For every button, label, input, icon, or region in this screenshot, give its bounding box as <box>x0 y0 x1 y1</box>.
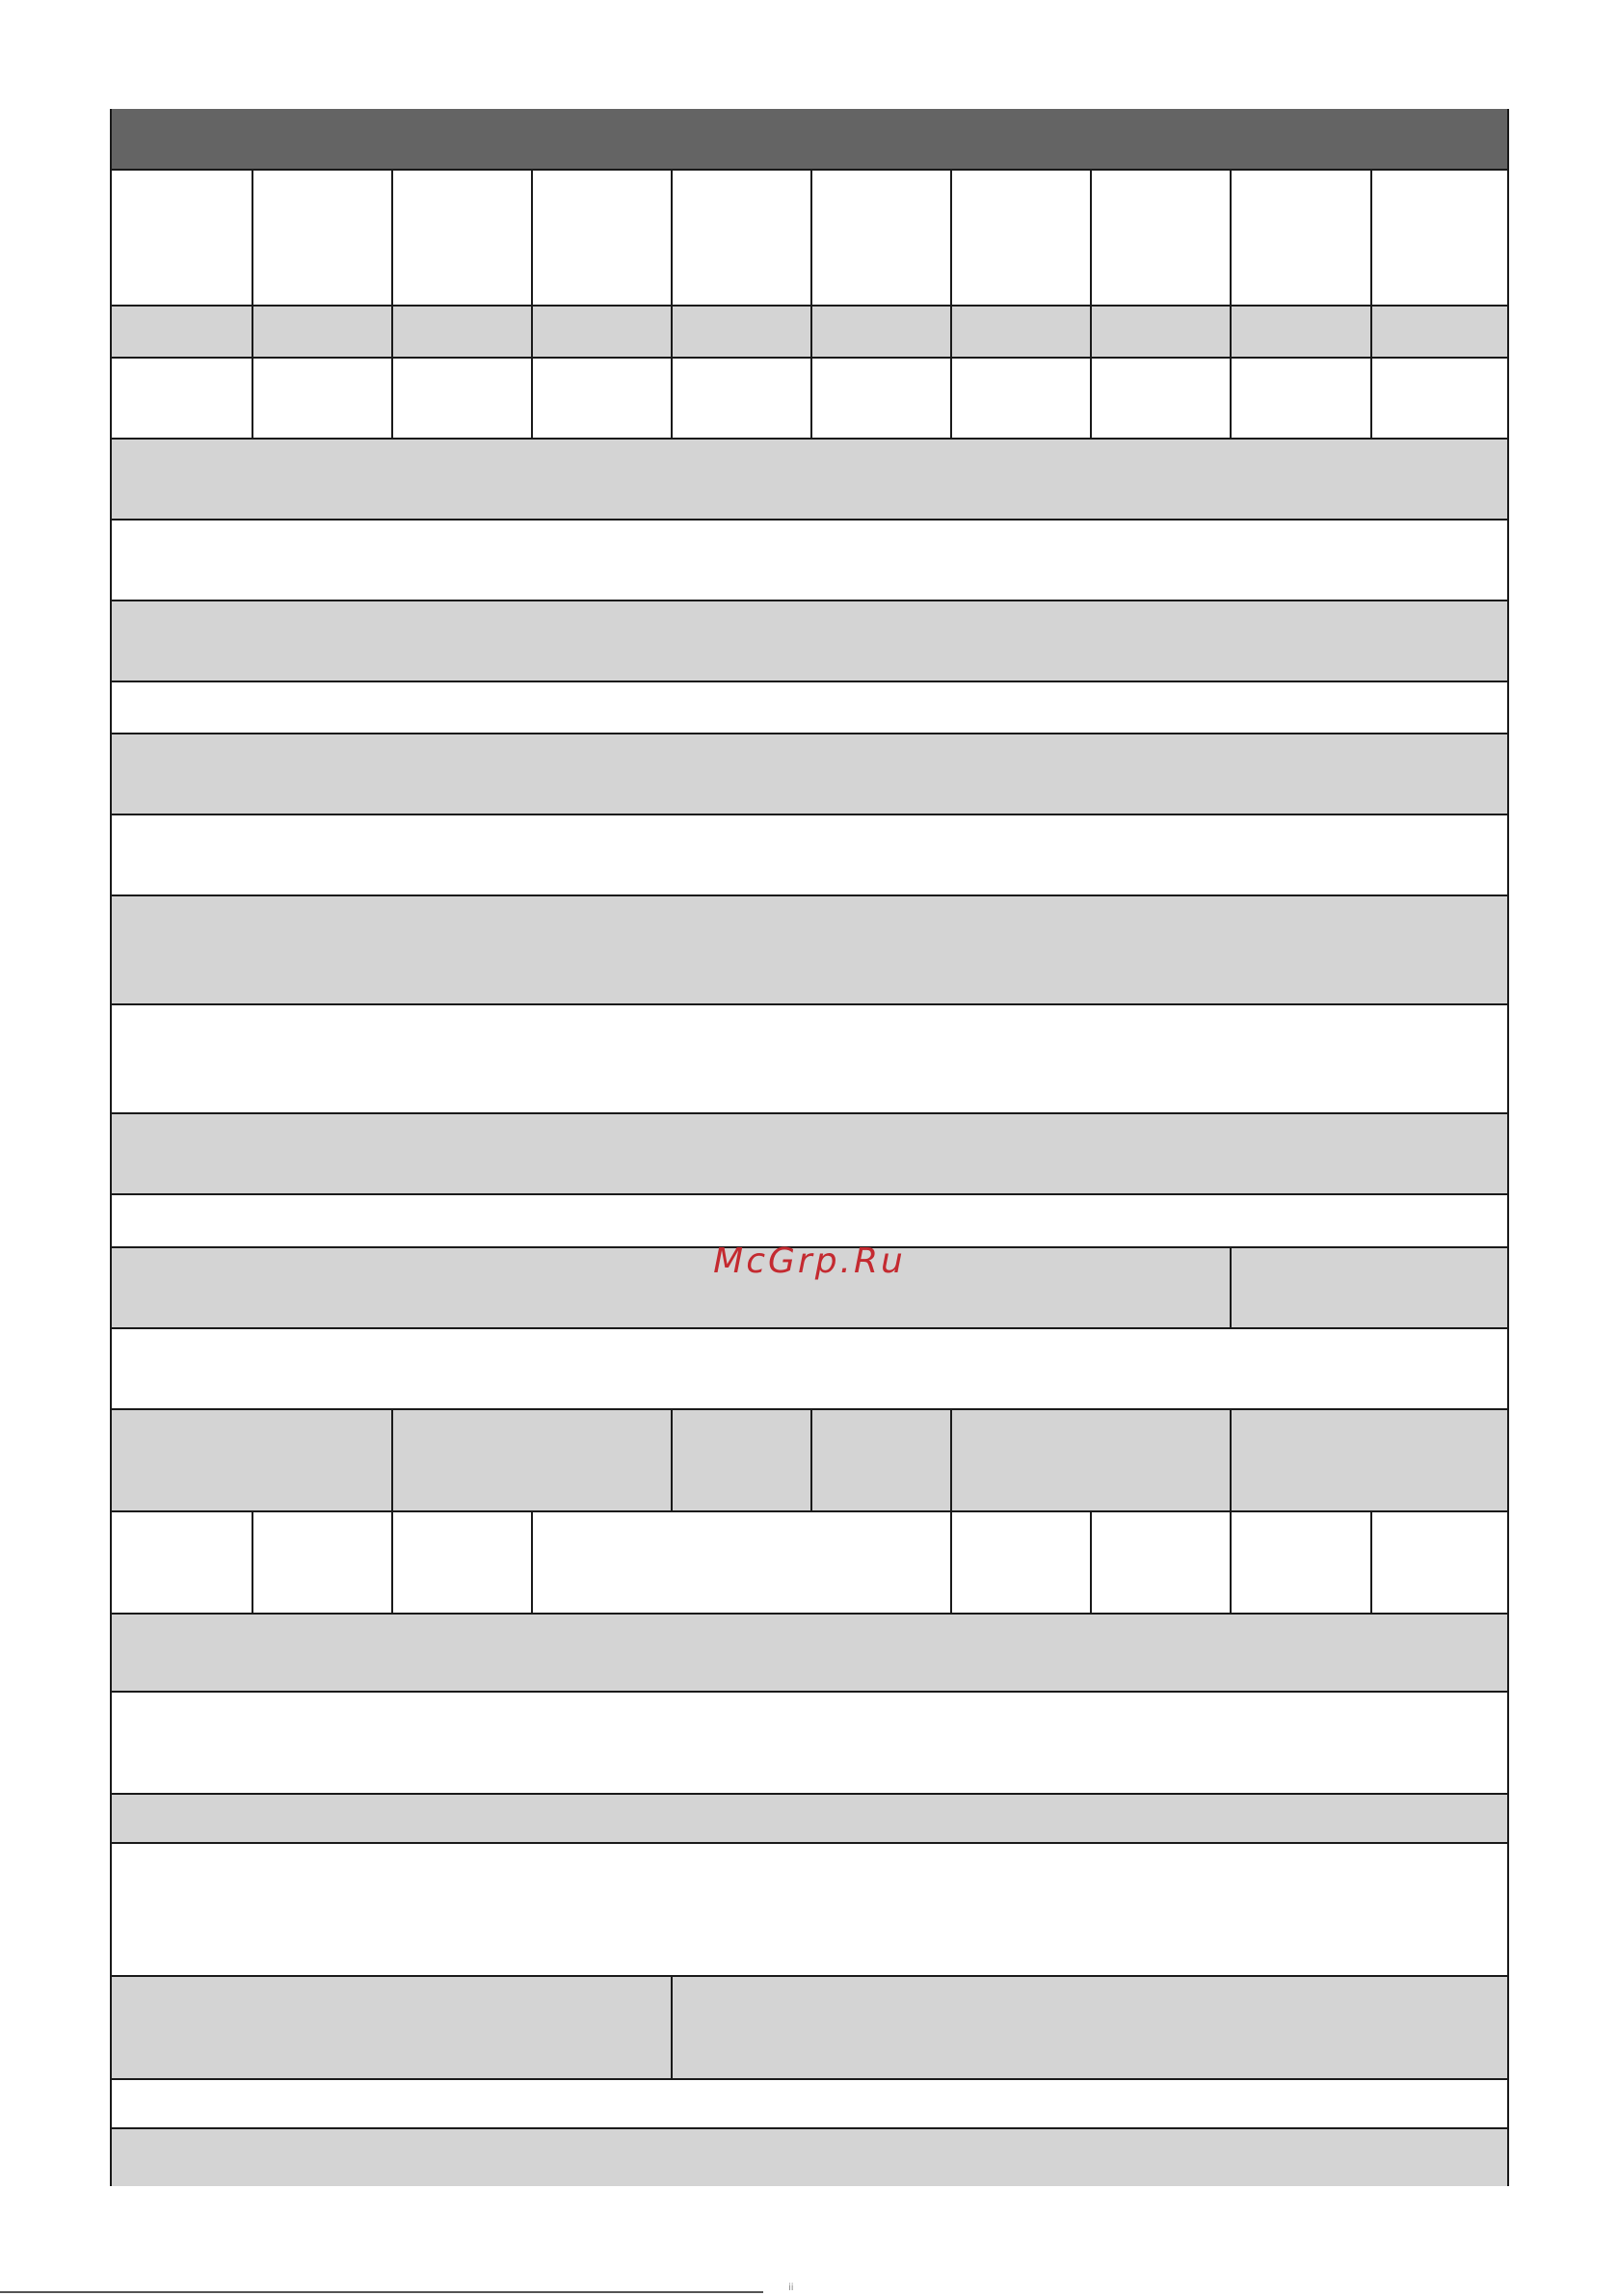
section-body-row <box>112 2078 1507 2127</box>
table-cell <box>1090 171 1230 305</box>
section-body-row <box>112 1327 1507 1408</box>
table-row <box>112 305 1507 357</box>
table-cell <box>531 359 671 438</box>
table-cell <box>1230 359 1370 438</box>
table-row <box>112 169 1507 305</box>
table-row <box>112 1975 1507 2078</box>
table-cell <box>531 1512 950 1613</box>
section-heading-row <box>112 1112 1507 1193</box>
table-cell <box>810 1410 950 1510</box>
table-cell <box>810 307 950 357</box>
section-heading-row <box>112 600 1507 681</box>
table-cell <box>391 359 531 438</box>
table-cell <box>950 1512 1090 1613</box>
section-body-row <box>112 519 1507 600</box>
table-cell <box>391 1512 531 1613</box>
table-cell <box>671 1410 810 1510</box>
footer-mark: ii <box>788 2283 794 2293</box>
section-heading-row <box>112 438 1507 519</box>
table-cell <box>252 359 391 438</box>
table-cell <box>531 307 671 357</box>
table-cell <box>1230 307 1370 357</box>
table-cell <box>671 171 810 305</box>
table-cell <box>671 307 810 357</box>
table-cell <box>391 171 531 305</box>
section-heading-row <box>112 1613 1507 1691</box>
table-cell <box>950 171 1090 305</box>
table-cell <box>1370 171 1507 305</box>
section-heading-row <box>112 733 1507 814</box>
table-cell <box>1230 1410 1507 1510</box>
table-cell <box>252 1512 391 1613</box>
table-cell <box>112 307 252 357</box>
table-row <box>112 1510 1507 1613</box>
table-cell <box>671 1977 1507 2078</box>
section-heading-row <box>112 894 1507 1003</box>
table-cell <box>1370 359 1507 438</box>
table-cell <box>1370 1512 1507 1613</box>
table-cell <box>112 1410 391 1510</box>
table-cell <box>252 171 391 305</box>
table-cell <box>112 1977 671 2078</box>
section-body-row <box>112 681 1507 733</box>
table-cell <box>950 359 1090 438</box>
footer-rule <box>0 2291 763 2293</box>
section-body-row <box>112 1003 1507 1112</box>
form-table <box>110 109 1509 2186</box>
section-body-row <box>112 814 1507 894</box>
table-cell <box>391 307 531 357</box>
table-cell <box>112 359 252 438</box>
table-cell <box>671 359 810 438</box>
section-body-row <box>112 1193 1507 1246</box>
table-cell <box>531 171 671 305</box>
table-cell <box>1090 359 1230 438</box>
section-heading-row <box>112 1793 1507 1842</box>
table-cell <box>950 307 1090 357</box>
table-cell <box>112 171 252 305</box>
table-cell <box>1090 307 1230 357</box>
section-heading-row <box>112 2127 1507 2186</box>
section-body-row <box>112 1842 1507 1975</box>
table-cell <box>1090 1512 1230 1613</box>
table-cell <box>1230 171 1370 305</box>
table-cell <box>252 307 391 357</box>
table-cell <box>950 1410 1230 1510</box>
table-cell <box>112 1512 252 1613</box>
table-cell <box>391 1410 671 1510</box>
section-body-row <box>112 1691 1507 1793</box>
watermark-text: McGrp.Ru <box>713 1241 906 1281</box>
table-cell <box>810 359 950 438</box>
table-cell <box>1370 307 1507 357</box>
table-header-band <box>112 109 1507 169</box>
table-row <box>112 357 1507 438</box>
table-cell <box>1230 1512 1370 1613</box>
table-cell <box>810 171 950 305</box>
table-row <box>112 1408 1507 1510</box>
